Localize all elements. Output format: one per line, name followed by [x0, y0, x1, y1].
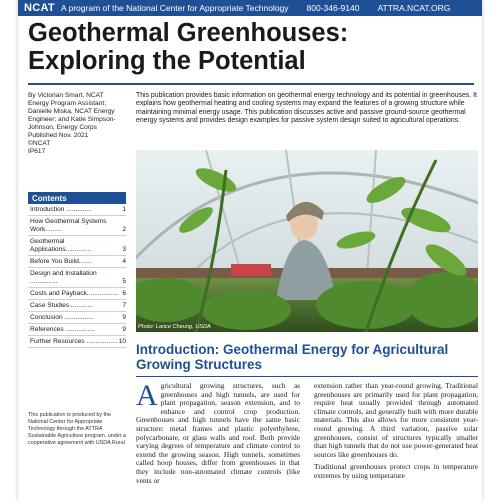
toc-item-page: 1: [122, 206, 126, 213]
toc-header: Contents: [28, 192, 126, 204]
publication-code: IP617: [28, 148, 46, 155]
toc-item-page: 5: [122, 278, 126, 285]
greenhouse-photo: [136, 150, 478, 332]
drop-cap: A: [136, 379, 158, 412]
abstract-text: This publication provides basic information on geothermal energy technology and its potential in greenhouses. It explains how geothermal heating and cooling systems may expand the features of a growing structure while maintaining minimal energy usage. This publication discusses active and passive ground-source geothermal energy systems and provides design examples for passive system design suited to agricultural operations.: [136, 92, 477, 125]
toc-item[interactable]: [28, 256, 126, 268]
toc-item[interactable]: [28, 336, 126, 348]
toc-item-label: Case Studies.............: [30, 302, 94, 309]
toc-item-label: Before You Build.......: [30, 258, 92, 265]
body-column-right: [314, 382, 478, 481]
toc-item-label: Further Resources .................: [30, 338, 118, 345]
toc-item-label: Design and Installation ...............: [30, 270, 97, 285]
banner-phone[interactable]: 800-346-9140: [306, 3, 360, 13]
toc-item-page: 9: [122, 326, 126, 333]
body-paragraph: extension rather than year-round growing. Traditional greenhouses are primarily used for plant propagation, require heat usually provided through automated climate controls, and generally built with more durable materials. This also allows for more consistent year-round growing. A third variation, passive solar greenhouses, consist of structures typically smaller than high tunnels that do not use power-generated heat sources like greenhouses do.: [314, 381, 478, 459]
toc-item[interactable]: [28, 288, 126, 300]
toc-item-page: 3: [122, 246, 126, 253]
toc-item-page: 6: [122, 290, 126, 297]
program-note: This publication is produced by the National Center for Appropriate Technology through the ATTRA Sustainable Agriculture program, under a cooperative agreement with USDA Rural: [28, 412, 126, 446]
toc-item-label: References ................: [30, 326, 95, 333]
toc-item-page: 9: [122, 314, 126, 321]
toc-item[interactable]: [28, 324, 126, 336]
toc-item-label: Costs and Payback.................: [30, 290, 118, 297]
table-of-contents: [28, 192, 126, 348]
body-column-left: [136, 379, 300, 485]
toc-item-label: Introduction ..............: [30, 206, 92, 213]
toc-item[interactable]: [28, 312, 126, 324]
document-page: [18, 0, 482, 500]
title-line-2: Exploring the Potential: [28, 47, 306, 75]
published-date: Published Nov. 2021: [28, 132, 89, 139]
header-banner: [18, 0, 482, 16]
toc-item-label: Conclusion ................: [30, 314, 94, 321]
body-paragraph: Traditional greenhouses protect crops in temperature extremes by using temperature: [314, 462, 478, 480]
photo-credit: Photo: Lance Cheung, USDA: [138, 324, 211, 330]
toc-item-label: How Geothermal Systems Work.........: [30, 218, 107, 233]
toc-item-page: 10: [118, 338, 126, 345]
author-block: [28, 92, 126, 156]
copyright: ©NCAT: [28, 140, 51, 147]
author-names: By Victorian Smart, NCAT Energy Program Assistant; Danielle Miska, NCAT Energy Engineer; and Katie Simpson-Johnson, Energy Corps: [28, 92, 116, 131]
section-heading: Introduction: Geothermal Energy for Agricultural Growing Structures: [136, 342, 449, 372]
toc-item-page: 2: [122, 226, 126, 233]
toc-item[interactable]: [28, 216, 126, 236]
banner-website-link[interactable]: ATTRA.NCAT.ORG: [377, 3, 451, 13]
ncat-logo[interactable]: NCAT: [24, 2, 55, 14]
title-divider: [28, 83, 474, 85]
toc-item-page: 7: [122, 302, 126, 309]
toc-item-page: 4: [122, 258, 126, 265]
toc-item[interactable]: [28, 300, 126, 312]
toc-list: [28, 204, 126, 348]
toc-item-label: Geothermal Applications..............: [30, 238, 92, 253]
toc-item[interactable]: [28, 236, 126, 256]
banner-tagline: A program of the National Center for Appropriate Technology: [60, 3, 289, 13]
title-line-1: Geothermal Greenhouses:: [28, 19, 349, 47]
toc-item[interactable]: [28, 268, 126, 288]
toc-item[interactable]: [28, 204, 126, 216]
page-title: [28, 19, 478, 75]
section-divider: [136, 376, 478, 377]
body-text-left: gricultural growing structures, such as greenhouses and high tunnels, are used for plant propagation, season extension, and to enhance and control crop production. Greenhouses and high tunnels have the same basic structure: metal frames and plastic polyethylene, polycarbonate, or glass walls and roof. Both provide varying degrees of temperature and climate control to extend the growing season. High tunnels, sometimes called hoop houses, differ from greenhouses in that they include non-automated climate controls (like vents or: [136, 381, 300, 485]
